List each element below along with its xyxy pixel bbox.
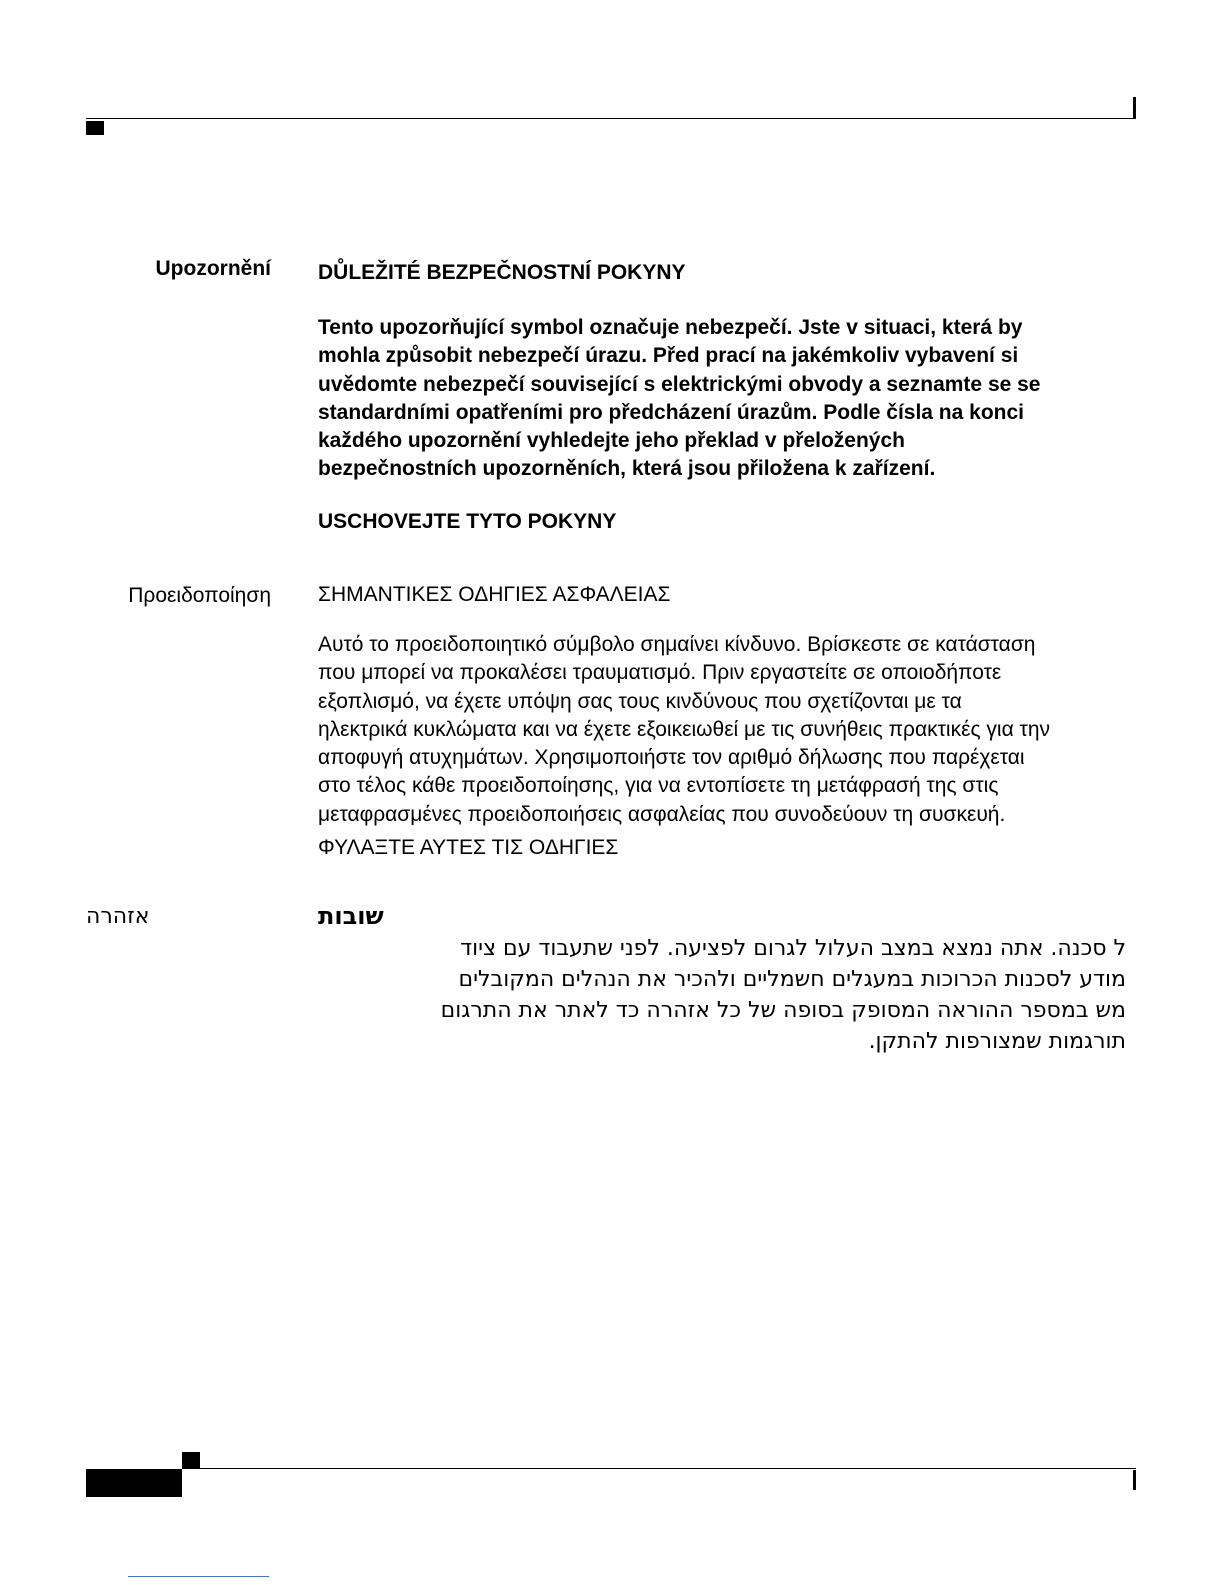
footer-tick-mark [1133, 1470, 1136, 1490]
bottom-link-underline [128, 1576, 269, 1577]
czech-body-line: mohla způsobit nebezpečí úrazu. Před prací na jakémkoliv vybavení si [318, 344, 1019, 368]
czech-body-line: každého upozornění vyhledejte jeho překlad v přeložených [318, 429, 905, 453]
czech-body [318, 314, 1128, 484]
czech-title: DŮLEŽITÉ BEZPEČNOSTNÍ POKYNY [318, 261, 686, 284]
footer-rule [182, 1468, 1136, 1469]
greek-body-line: ηλεκτρικά κυκλώματα και να έχετε εξοικειωθεί με τις συνήθεις πρακτικές για την [318, 717, 1051, 741]
czech-body-line: standardními opatřeními pro předcházení úrazům. Podle čísla na konci [318, 400, 1024, 424]
hebrew-title: שובות [318, 902, 384, 930]
header-square-marker [86, 121, 104, 135]
greek-title: ΣΗΜΑΝΤΙΚΕΣ ΟΔΗΓΙΕΣ ΑΣΦΑΛΕΙΑΣ [318, 583, 671, 606]
greek-body-line: αποφυγή ατυχημάτων. Χρησιμοποιήστε τον αριθμό δήλωσης που παρέχεται [318, 746, 1025, 770]
footer-square-marker [182, 1452, 200, 1468]
greek-footer: ΦΥΛΑΞΤΕ ΑΥΤΕΣ ΤΙΣ ΟΔΗΓΙΕΣ [318, 836, 619, 859]
czech-body-line: uvědomte nebezpečí související s elektrickými obvody a seznamte se se [318, 372, 1041, 396]
hebrew-label: אזהרה [86, 904, 150, 929]
greek-label: Προειδοποίηση [128, 584, 271, 607]
czech-footer: USCHOVEJTE TYTO POKYNY [318, 510, 617, 533]
footer-page-tab [86, 1469, 182, 1497]
greek-body-line: Αυτό το προειδοποιητικό σύμβολο σημαίνει κίνδυνο. Βρίσκεστε σε κατάσταση [318, 633, 1036, 656]
hebrew-body-line: ל סכנה. אתה נמצא במצב העלול לגרום לפציעה. לפני שתעבוד עם ציוד [460, 936, 1126, 961]
czech-body-line: bezpečnostních upozorněních, která jsou přiložena k zařízení. [318, 457, 936, 481]
greek-body-line: μεταφρασμένες προειδοποιήσεις ασφαλείας που συνοδεύουν τη συσκευή. [318, 802, 1006, 826]
hebrew-body-line: תורגמות שמצורפות להתקן. [868, 1029, 1126, 1054]
hebrew-body-line: מודע לסכנות הכרוכות במעגלים חשמליים ולהכיר את הנהלים המקובלים [458, 967, 1126, 992]
greek-body-line: που μπορεί να προκαλέσει τραυματισμό. Πριν εργαστείτε σε οποιοδήποτε [318, 661, 1002, 685]
greek-body [318, 631, 1128, 829]
czech-label: Upozornění [155, 257, 271, 280]
czech-body-line: Tento upozorňující symbol označuje nebezpečí. Jste v situaci, která by [318, 316, 1023, 339]
greek-body-line: στο τέλος κάθε προειδοποίησης, για να εντοπίσετε τη μετάφρασή της στις [318, 774, 999, 798]
header-rule [86, 118, 1136, 119]
hebrew-body [318, 933, 1126, 1057]
hebrew-body-line: מש במספר ההוראה המסופק בסופה של כל אזהרה כד לאתר את התרגום [440, 998, 1126, 1023]
header-tick-mark [1133, 97, 1136, 119]
greek-body-line: εξοπλισμό, να έχετε υπόψη σας τους κινδύνους που σχετίζονται με τα [318, 689, 962, 713]
